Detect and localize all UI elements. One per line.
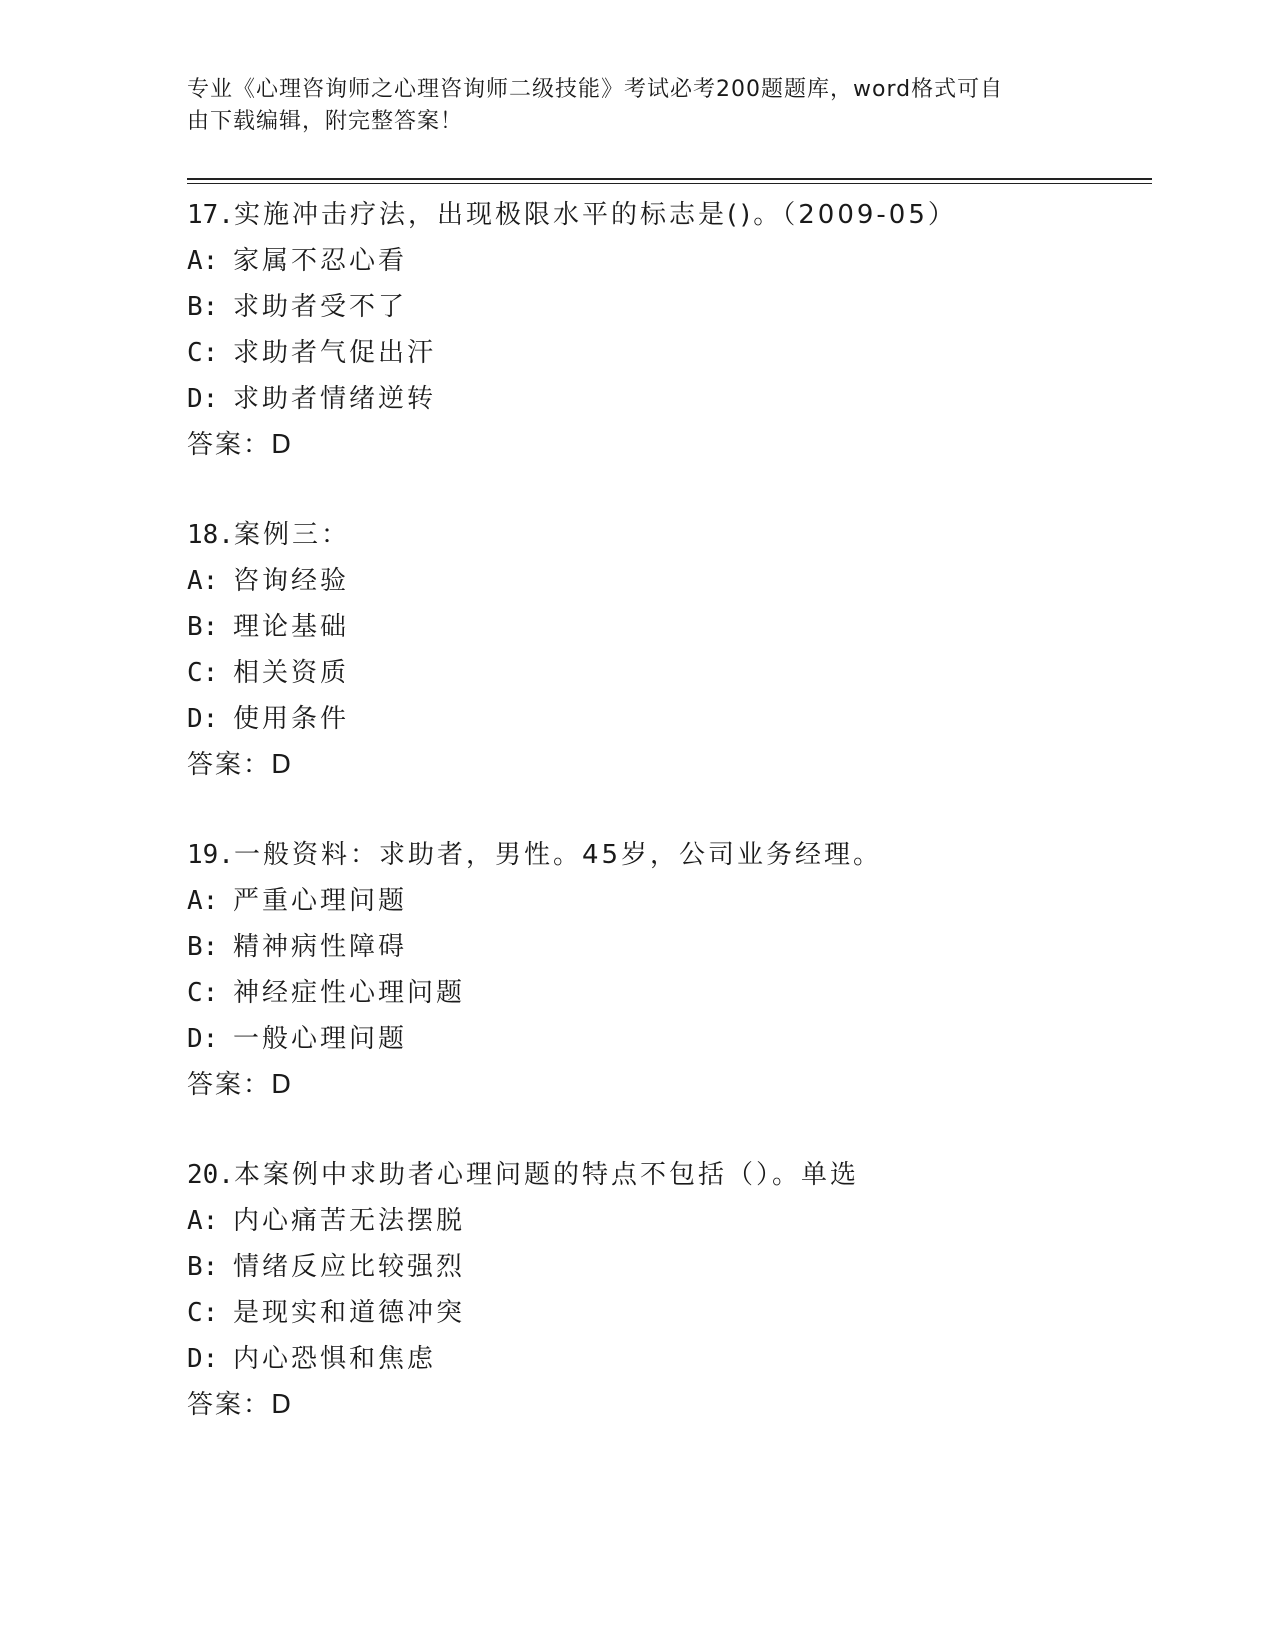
option-key: C: — [187, 978, 219, 1008]
option-key: C: — [187, 1298, 219, 1328]
option-text: 情绪反应比较强烈 — [233, 1252, 466, 1282]
option-key: D: — [187, 1344, 219, 1374]
option-text: 使用条件 — [233, 704, 350, 734]
header-divider-thick — [187, 178, 1152, 180]
question-stem — [187, 1152, 1147, 1198]
option-key: B: — [187, 612, 219, 642]
answer-value: D — [271, 1390, 295, 1420]
option-text: 一般心理问题 — [233, 1024, 408, 1054]
question-item — [187, 832, 1147, 1108]
option-key: B: — [187, 1252, 219, 1282]
option-a — [187, 878, 1147, 924]
answer-line — [187, 422, 1147, 468]
option-key: C: — [187, 338, 219, 368]
option-key: A: — [187, 246, 219, 276]
question-text: 一般资料：求助者，男性。45岁，公司业务经理。 — [233, 840, 883, 870]
option-b — [187, 284, 1147, 330]
option-text: 理论基础 — [233, 612, 350, 642]
answer-line — [187, 742, 1147, 788]
question-item — [187, 512, 1147, 788]
option-b — [187, 604, 1147, 650]
header-line-2: 由下载编辑，附完整答案！ — [187, 109, 464, 134]
option-key: A: — [187, 1206, 219, 1236]
answer-label: 答案： — [187, 430, 272, 460]
option-text: 求助者受不了 — [233, 292, 408, 322]
option-d — [187, 376, 1147, 422]
option-key: D: — [187, 1024, 219, 1054]
question-stem — [187, 192, 1147, 238]
question-text: 实施冲击疗法，出现极限水平的标志是()。（2009-05） — [233, 200, 957, 230]
option-text: 咨询经验 — [233, 566, 350, 596]
question-number: 18. — [187, 520, 234, 550]
question-item — [187, 192, 1147, 468]
option-key: B: — [187, 932, 219, 962]
option-c — [187, 970, 1147, 1016]
option-key: C: — [187, 658, 219, 688]
option-text: 相关资质 — [233, 658, 350, 688]
option-text: 精神病性障碍 — [233, 932, 408, 962]
answer-label: 答案： — [187, 1070, 272, 1100]
option-text: 求助者情绪逆转 — [233, 384, 437, 414]
question-number: 20. — [187, 1160, 234, 1190]
answer-value: D — [271, 430, 295, 460]
option-a — [187, 238, 1147, 284]
document-header — [187, 74, 1087, 138]
option-text: 内心恐惧和焦虑 — [233, 1344, 437, 1374]
option-text: 神经症性心理问题 — [233, 978, 466, 1008]
answer-label: 答案： — [187, 750, 272, 780]
answer-line — [187, 1062, 1147, 1108]
question-text: 案例三： — [233, 520, 350, 550]
option-key: A: — [187, 566, 219, 596]
option-d — [187, 696, 1147, 742]
question-stem — [187, 832, 1147, 878]
option-d — [187, 1016, 1147, 1062]
question-number: 19. — [187, 840, 234, 870]
question-stem — [187, 512, 1147, 558]
option-c — [187, 650, 1147, 696]
question-number: 17. — [187, 200, 234, 230]
option-text: 内心痛苦无法摆脱 — [233, 1206, 466, 1236]
option-a — [187, 558, 1147, 604]
option-key: D: — [187, 704, 219, 734]
option-key: D: — [187, 384, 219, 414]
option-c — [187, 330, 1147, 376]
answer-label: 答案： — [187, 1390, 272, 1420]
question-list — [187, 192, 1147, 1472]
header-divider-thin — [187, 183, 1152, 184]
option-text: 求助者气促出汗 — [233, 338, 437, 368]
option-b — [187, 924, 1147, 970]
option-c — [187, 1290, 1147, 1336]
option-text: 是现实和道德冲突 — [233, 1298, 466, 1328]
answer-value: D — [271, 750, 295, 780]
question-item — [187, 1152, 1147, 1428]
option-text: 家属不忍心看 — [233, 246, 408, 276]
option-b — [187, 1244, 1147, 1290]
option-text: 严重心理问题 — [233, 886, 408, 916]
option-key: B: — [187, 292, 219, 322]
header-line-1: 专业《心理咨询师之心理咨询师二级技能》考试必考200题题库，word格式可自 — [187, 77, 1004, 102]
option-a — [187, 1198, 1147, 1244]
option-d — [187, 1336, 1147, 1382]
answer-value: D — [271, 1070, 295, 1100]
option-key: A: — [187, 886, 219, 916]
answer-line — [187, 1382, 1147, 1428]
question-text: 本案例中求助者心理问题的特点不包括（）。单选 — [233, 1160, 859, 1190]
